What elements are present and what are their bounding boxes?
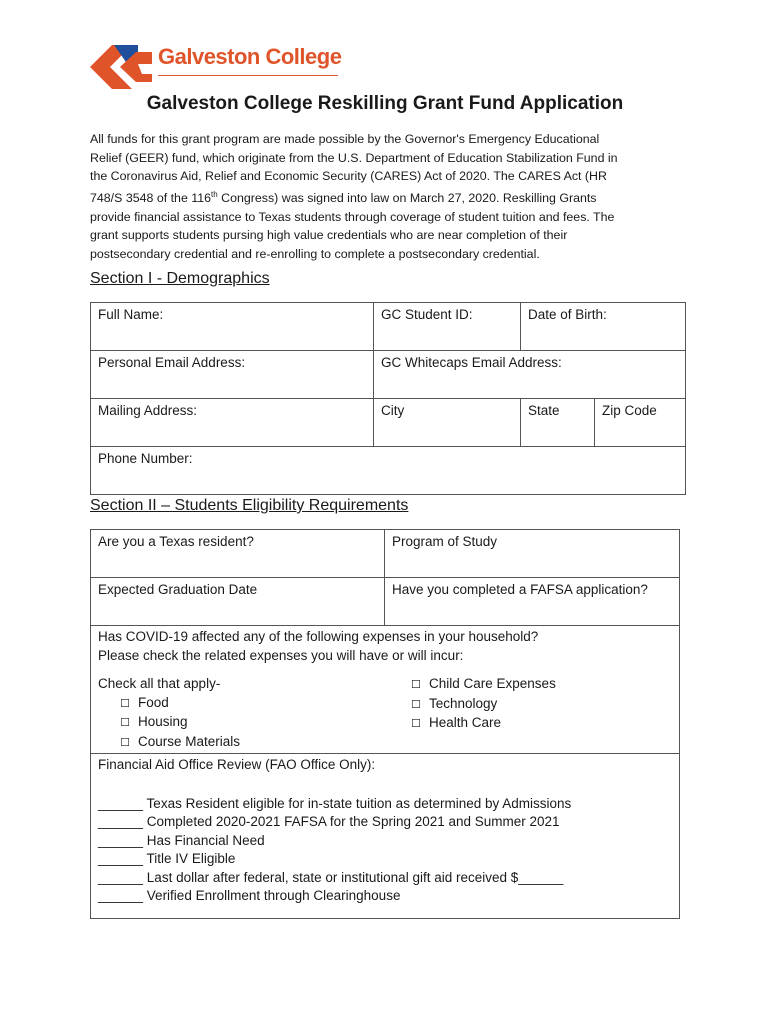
checkbox-food[interactable] (98, 694, 240, 714)
checkbox-technology[interactable] (411, 695, 556, 715)
option-label: Health Care (429, 715, 502, 730)
full-name-field[interactable]: Full Name: (91, 303, 374, 351)
covid-question-line1: Has COVID-19 affected any of the following expenses in your household? (98, 629, 539, 644)
logo-underline (158, 75, 338, 76)
logo-text: Galveston College (158, 44, 342, 69)
mailing-address-field[interactable]: Mailing Address: (91, 399, 374, 447)
covid-question-line2: Please check the related expenses you will have or will incur: (98, 647, 464, 663)
intro-line: grant supports students pursing high value credentials who are near completion of their (90, 228, 568, 243)
checkbox-icon: ☐ (411, 717, 421, 730)
fao-item[interactable]: ______ Verified Enrollment through Clearinghouse (98, 888, 401, 903)
personal-email-field[interactable]: Personal Email Address: (91, 351, 374, 399)
checkbox-child-care[interactable] (411, 675, 556, 695)
whitecaps-email-field[interactable]: GC Whitecaps Email Address: (374, 351, 686, 399)
state-field[interactable]: State (521, 399, 595, 447)
option-label: Child Care Expenses (429, 676, 556, 691)
intro-line: Relief (GEER) fund, which originate from the U.S. Department of Education Stabilization Fund in (90, 150, 618, 165)
city-field[interactable]: City (374, 399, 521, 447)
intro-paragraph (90, 130, 680, 263)
checkbox-icon: ☐ (120, 696, 130, 710)
option-label: Food (138, 694, 169, 710)
fao-item[interactable]: ______ Last dollar after federal, state or institutional gift aid received $______ (98, 869, 564, 885)
checkbox-icon: ☐ (120, 716, 130, 729)
eligibility-table (90, 529, 680, 919)
intro-line: the Coronavirus Aid, Relief and Economic Security (CARES) Act of 2020. The CARES Act (HR (90, 169, 607, 184)
fao-review-cell (91, 754, 680, 919)
fao-item[interactable]: ______ Completed 2020-2021 FAFSA for the Spring 2021 and Summer 2021 (98, 814, 560, 829)
fao-item[interactable]: ______ Title IV Eligible (98, 851, 236, 866)
intro-line: All funds for this grant program are made possible by the Governor's Emergency Educational (90, 132, 600, 146)
checkbox-icon: ☐ (120, 735, 130, 749)
intro-line: provide financial assistance to Texas students through coverage of student tuition and fees. The (90, 209, 615, 224)
checkbox-course-materials[interactable] (98, 733, 240, 753)
date-of-birth-field[interactable]: Date of Birth: (521, 303, 686, 351)
intro-line-rest: Congress) was signed into law on March 27, 2020. Reskilling Grants (221, 190, 597, 205)
graduation-date-field[interactable]: Expected Graduation Date (91, 578, 385, 626)
page-title: Galveston College Reskilling Grant Fund Application (146, 93, 624, 114)
fao-title: Financial Aid Office Review (FAO Office Only): (98, 757, 376, 772)
checkbox-icon: ☐ (411, 678, 421, 691)
section-2-title: Section II – Students Eligibility Requirements (90, 497, 409, 514)
check-all-label: Check all that apply- (98, 676, 221, 691)
fafsa-field[interactable]: Have you completed a FAFSA application? (385, 578, 680, 626)
covid-expenses-cell (91, 626, 680, 754)
checkbox-icon: ☐ (411, 697, 421, 711)
intro-line: postsecondary credential and re-enrolling to complete a postsecondary credential. (90, 246, 540, 261)
option-label: Course Materials (138, 733, 241, 749)
program-of-study-field[interactable]: Program of Study (385, 530, 680, 578)
option-label: Housing (138, 714, 188, 729)
zip-code-field[interactable]: Zip Code (595, 399, 686, 447)
intro-superscript: th (211, 189, 218, 199)
intro-line-prefix: 748/S 3548 of the 116 (90, 190, 212, 205)
fao-item[interactable]: ______ Texas Resident eligible for in-state tuition as determined by Admissions (98, 795, 572, 811)
texas-resident-field[interactable]: Are you a Texas resident? (91, 530, 385, 578)
phone-number-field[interactable]: Phone Number: (91, 447, 686, 495)
checkbox-health-care[interactable] (411, 714, 556, 734)
option-label: Technology (429, 695, 498, 711)
checkbox-housing[interactable] (98, 713, 240, 733)
fao-item[interactable]: ______ Has Financial Need (98, 832, 265, 848)
demographics-table (90, 302, 686, 495)
section-1-title: Section I - Demographics (90, 270, 270, 287)
intro-line (90, 186, 680, 208)
student-id-field[interactable]: GC Student ID: (374, 303, 521, 351)
